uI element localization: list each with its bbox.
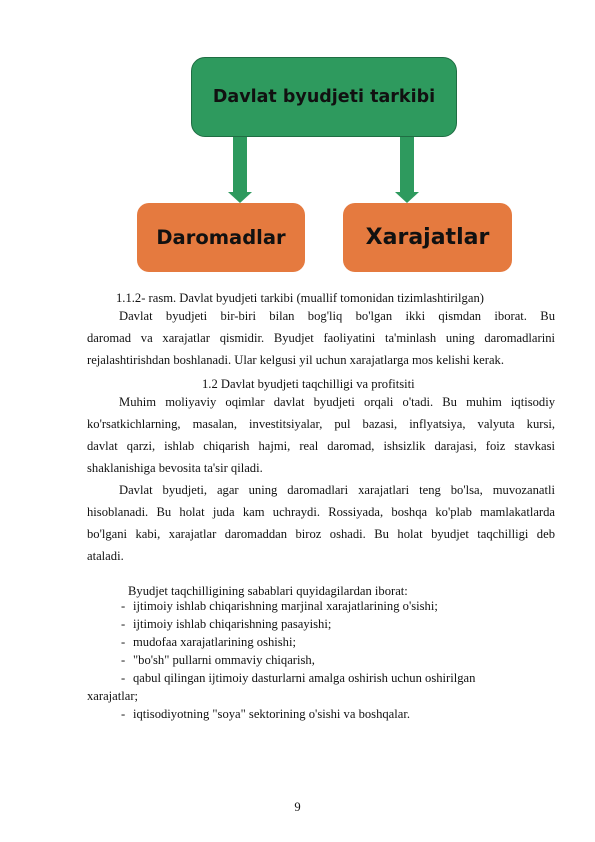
paragraph-line: Davlat byudjeti, agar uning daromadlari xarajatlari teng bo'lsa, muvozanatli: [119, 483, 555, 497]
list-item: - iqtisodiyotning "soya" sektorining o'sishi va boshqalar.: [121, 707, 411, 721]
paragraph-line: bo'lgani kabi, xarajatlar daromaddan biroz oshadi. Bu holat byudjet taqchilligi deb: [87, 527, 555, 541]
figure-caption: 1.1.2- rasm. Davlat byudjeti tarkibi (muallif tomonidan tizimlashtirilgan): [116, 291, 484, 305]
list-item: - qabul qilingan ijtimoiy dasturlarni amalga oshirish uchun oshirilgan: [121, 671, 476, 685]
paragraph-2: [87, 391, 555, 479]
list-item: - ijtimoiy ishlab chiqarishning marjinal xarajatlarining o'sishi;: [121, 599, 438, 613]
paragraph-line: daromad va xarajatlar qismidir. Byudjet faoliyatini ta'minlash uning daromadlarini: [87, 331, 555, 345]
list-item: - "bo'sh" pullarni ommaviy chiqarish,: [121, 653, 315, 667]
expenditures-box: [343, 203, 512, 272]
structure-diagram: [0, 0, 595, 285]
revenues-label: Daromadlar: [156, 226, 286, 249]
arrow-right-shaft: [400, 137, 414, 192]
arrow-right-head: [395, 192, 419, 203]
budget-structure-box: [191, 57, 457, 137]
paragraph-line: ko'rsatkichlarning, masalan, investitsiyalar, pul bazasi, inflyatsiya, valyuta kursi,: [87, 417, 555, 431]
arrow-left-shaft: [233, 137, 247, 192]
paragraph-3: [87, 479, 555, 567]
paragraph-line: ataladi.: [87, 549, 124, 563]
list-item-continuation: xarajatlar;: [87, 689, 139, 703]
paragraph-line: Muhim moliyaviy oqimlar davlat byudjeti orqali o'tadi. Bu muhim iqtisodiy: [119, 395, 555, 409]
list-item: - mudofaa xarajatlarining oshishi;: [121, 635, 296, 649]
paragraph-line: Davlat byudjeti bir-biri bilan bog'liq bo'lgan ikki qismdan iborat. Bu: [119, 309, 555, 323]
list-item: - ijtimoiy ishlab chiqarishning pasayishi;: [121, 617, 332, 631]
paragraph-1: [87, 305, 555, 371]
paragraph-line: davlat qarzi, ishlab chiqarish hajmi, real daromad, ishsizlik darajasi, foiz stavkasi: [87, 439, 555, 453]
page-number: 9: [294, 800, 301, 814]
paragraph-line: shaklanishiga bevosita ta'sir qiladi.: [87, 461, 263, 475]
expenditures-label: Xarajatlar: [365, 225, 490, 250]
budget-structure-label: Davlat byudjeti tarkibi: [212, 87, 436, 107]
section-heading: 1.2 Davlat byudjeti taqchilligi va profitsiti: [202, 377, 415, 391]
list-intro: Byudjet taqchilligining sabablari quyidagilardan iborat:: [128, 584, 408, 598]
revenues-box: [137, 203, 305, 272]
paragraph-line: hisoblanadi. Bu holat juda kam uchraydi. Rossiyada, boshqa ko'plab mamlakatlarda: [87, 505, 555, 519]
arrow-left-head: [228, 192, 252, 203]
paragraph-line: rejalashtirishdan boshlanadi. Ular kelgusi yil uchun xarajatlarga mos kelishi kerak.: [87, 353, 504, 367]
